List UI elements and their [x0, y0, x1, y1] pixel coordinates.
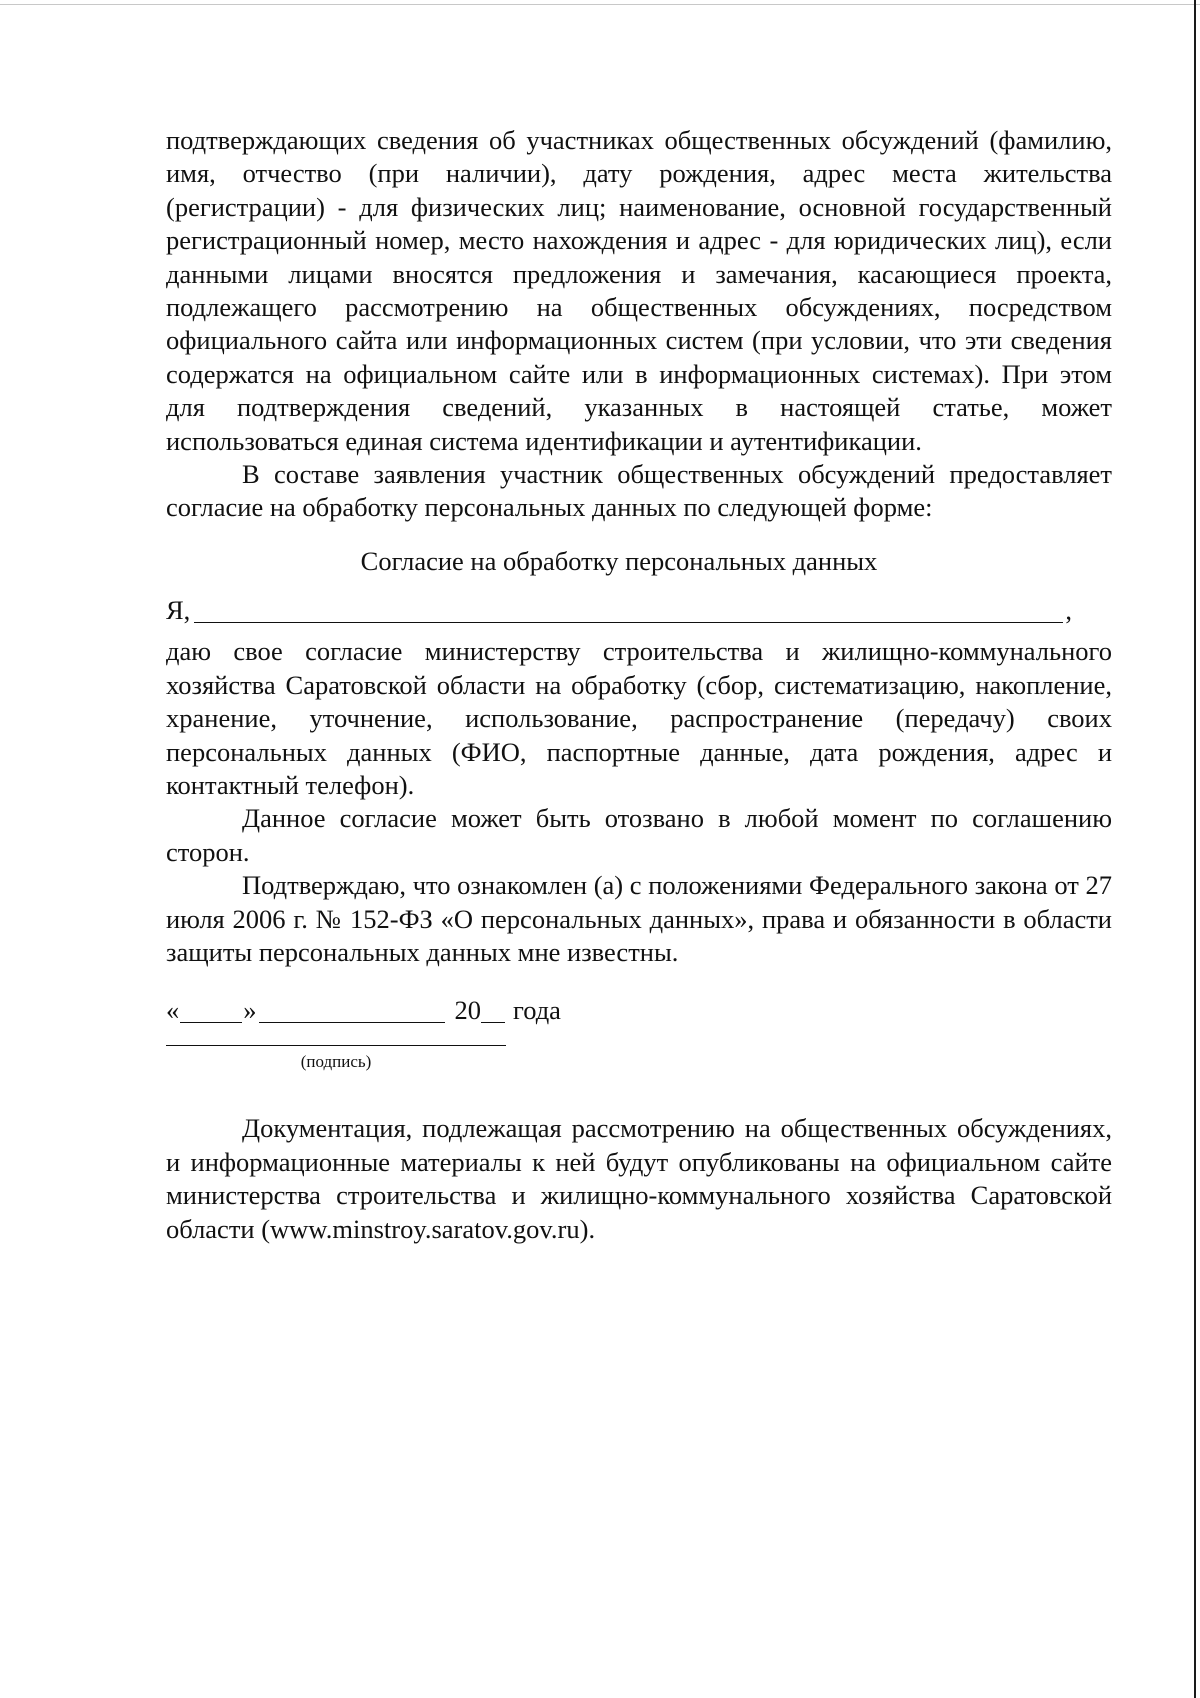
revoke-paragraph: Данное согласие может быть отозвано в любой момент по соглашению сторон. [166, 803, 1112, 867]
scan-top-edge [0, 4, 1200, 5]
year-suffix: года [513, 994, 561, 1025]
consent-body-paragraph: даю свое согласие министерству строительства и жилищно-коммунального хозяйства Саратовской области на обработку (сбор, систематизацию, накопление, хранение, уточнение, использование, распространение (передачу) своих персональных данных (ФИО, паспортные данные, дата рождения, адрес и контактный телефон). [166, 636, 1112, 800]
date-open-quote: « [166, 994, 180, 1025]
consent-comma: , [1065, 594, 1072, 625]
day-blank [180, 1000, 242, 1023]
document-body [166, 124, 1112, 1246]
consent-i-label: Я, [166, 594, 191, 625]
intro-paragraph: подтверждающих сведения об участниках общественных обсуждений (фамилию, имя, отчество (при наличии), дату рождения, адрес места жительства (регистрации) - для физических лиц; наименование, основной государственный регистрационный номер, место нахождения и адрес - для юридических лиц), если данными лицами вносятся предложения и замечания, касающиеся проекта, подлежащего рассмотрению на общественных обсуждениях, посредством официального сайта или информационных систем (при условии, что эти сведения содержатся на официальном сайте или в информационных системах). При этом для подтверждения сведений, указанных в настоящей статье, может использоваться единая система идентификации и аутентификации. [166, 125, 1112, 456]
signature-caption: (подпись) [300, 1052, 372, 1072]
confirm-paragraph: Подтверждаю, что ознакомлен (а) с положениями Федерального закона от 27 июля 2006 г. № 152-ФЗ «О персональных данных», права и обязанности в области защиты персональных данных мне известны. [166, 870, 1112, 967]
final-paragraph: Документация, подлежащая рассмотрению на общественных обсуждениях, и информационные материалы к ней будут опубликованы на официальном сайте министерства строительства и жилищно-коммунального хозяйства Саратовской области (www.minstroy.saratov.gov.ru). [166, 1113, 1112, 1244]
year-blank [481, 1000, 505, 1023]
year-prefix: 20 [454, 994, 481, 1025]
consent-intro-paragraph: В составе заявления участник общественных обсуждений предоставляет согласие на обработку персональных данных по следующей форме: [166, 459, 1112, 523]
name-blank [194, 598, 1063, 623]
date-close-quote: » [243, 994, 257, 1025]
name-fill-line [166, 594, 1072, 627]
date-fill-line [166, 993, 1112, 1027]
scan-right-edge [1194, 0, 1196, 1698]
consent-title: Согласие на обработку персональных данных [360, 545, 878, 576]
signature-line [166, 1045, 506, 1046]
month-blank [259, 1000, 445, 1023]
